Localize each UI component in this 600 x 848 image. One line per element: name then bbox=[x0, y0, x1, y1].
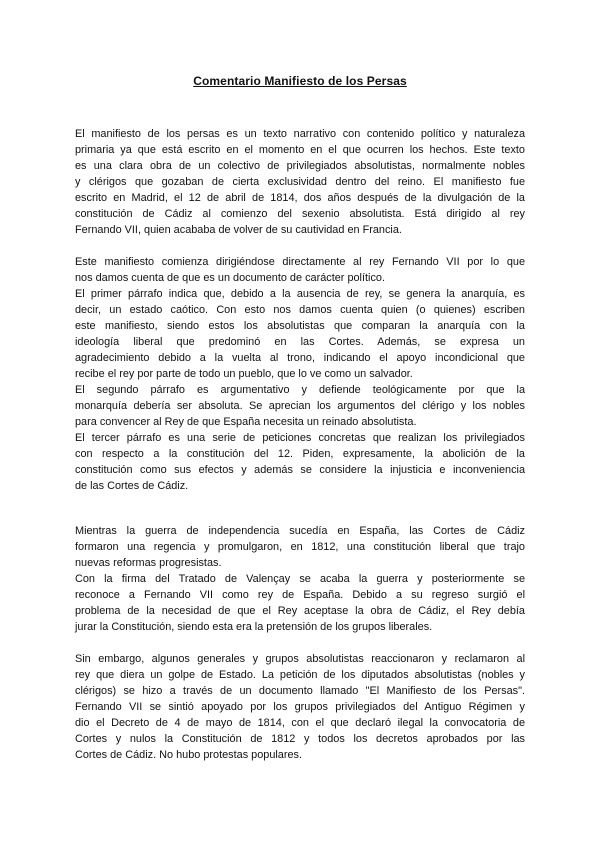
text-line: Sin embargo, algunos generales y grupos absolutistas reaccionaron y reclamaron al bbox=[75, 653, 525, 665]
text-line: rey que diera un golpe de Estado. La petición de los diputados absolutistas (nobles y bbox=[75, 669, 525, 681]
text-line: este manifiesto, siendo estos los absolutistas que comparan la anarquía con la bbox=[75, 320, 525, 332]
text-line: de las Cortes de Cádiz. bbox=[75, 480, 189, 492]
text-line: problema de la necesidad de que el Rey aceptase la obra de Cádiz, el Rey debía bbox=[75, 605, 525, 617]
text-line: con respecto a la constitución del 12. Piden, expresamente, la abolición de la bbox=[75, 448, 525, 460]
text-line: El segundo párrafo es argumentativo y defiende teológicamente por que la bbox=[75, 384, 525, 396]
text-line: recibe el rey por parte de todo un pueblo, que lo ve como un salvador. bbox=[75, 368, 413, 380]
text-line: dio el Decreto de 4 de mayo de 1814, con el que declaró ilegal la convocatoria de bbox=[75, 717, 525, 729]
text-line: Este manifiesto comienza dirigiéndose directamente al rey Fernando VII por lo que bbox=[75, 256, 525, 268]
text-line: es una clara obra de un colectivo de privilegiados absolutistas, normalmente nobles bbox=[75, 160, 525, 172]
text-line: El primer párrafo indica que, debido a la ausencia de rey, se genera la anarquía, es bbox=[75, 288, 525, 300]
text-line: reconoce a Fernando VII como rey de España. Debido a su regreso surgió el bbox=[75, 589, 525, 601]
text-line: y clérigos que gozaban de cierta exclusividad dentro del reino. El manifiesto fue bbox=[75, 176, 525, 188]
document-title: Comentario Manifiesto de los Persas bbox=[193, 74, 407, 88]
text-line: nuevas reformas progresistas. bbox=[75, 557, 222, 569]
text-line: jurar la Constitución, siendo esta era la pretensión de los grupos liberales. bbox=[75, 621, 433, 633]
text-line: formaron una regencia y promulgaron, en 1812, una constitución liberal que trajo bbox=[75, 541, 525, 553]
text-line: Con la firma del Tratado de Valençay se acaba la guerra y posteriormente se bbox=[75, 573, 525, 585]
text-line: Cortes y nulos la Constitución de 1812 y todos los decretos aprobados por las bbox=[75, 733, 525, 745]
text-line: constitución como sus efectos y además se considere la injusticia e inconveniencia bbox=[75, 464, 525, 476]
text-line: constitución de Cádiz al comienzo del sexenio absolutista. Está dirigido al rey bbox=[75, 208, 525, 220]
text-line: clérigos) se hizo a través de un documento llamado "El Manifiesto de los Persas". bbox=[75, 685, 525, 697]
text-line: Fernando VII se sintió apoyado por los grupos privilegiados del Antiguo Régimen y bbox=[75, 701, 525, 713]
text-line: para convencer al Rey de que España necesita un reinado absolutista. bbox=[75, 416, 417, 428]
text-line: decir, un estado caótico. Con esto nos damos cuenta quien (o quienes) escriben bbox=[75, 304, 525, 316]
text-line: escrito en Madrid, el 12 de abril de 1814, dos años después de la divulgación de la bbox=[75, 192, 525, 204]
text-line: Mientras la guerra de independencia sucedía en España, las Cortes de Cádiz bbox=[75, 525, 525, 537]
text-line: El manifiesto de los persas es un texto narrativo con contenido político y naturaleza bbox=[75, 128, 525, 140]
text-line: monarquía debería ser absoluta. Se aprecian los argumentos del clérigo y los nobles bbox=[75, 400, 525, 412]
text-line: agradecimiento debido a la vuelta al trono, indicando el apoyo incondicional que bbox=[75, 352, 525, 364]
text-line: ideología liberal que predominó en las Cortes. Además, se expresa un bbox=[75, 336, 525, 348]
text-line: Cortes de Cádiz. No hubo protestas populares. bbox=[75, 749, 303, 761]
text-line: Fernando VII, quien acababa de volver de su cautividad en Francia. bbox=[75, 224, 402, 236]
text-line: nos damos cuenta de que es un documento de carácter político. bbox=[75, 272, 385, 284]
text-line: primaria ya que está escrito en el momento en el que ocurren los hechos. Este texto bbox=[75, 144, 525, 156]
text-line: El tercer párrafo es una serie de peticiones concretas que realizan los privilegiados bbox=[75, 432, 525, 444]
